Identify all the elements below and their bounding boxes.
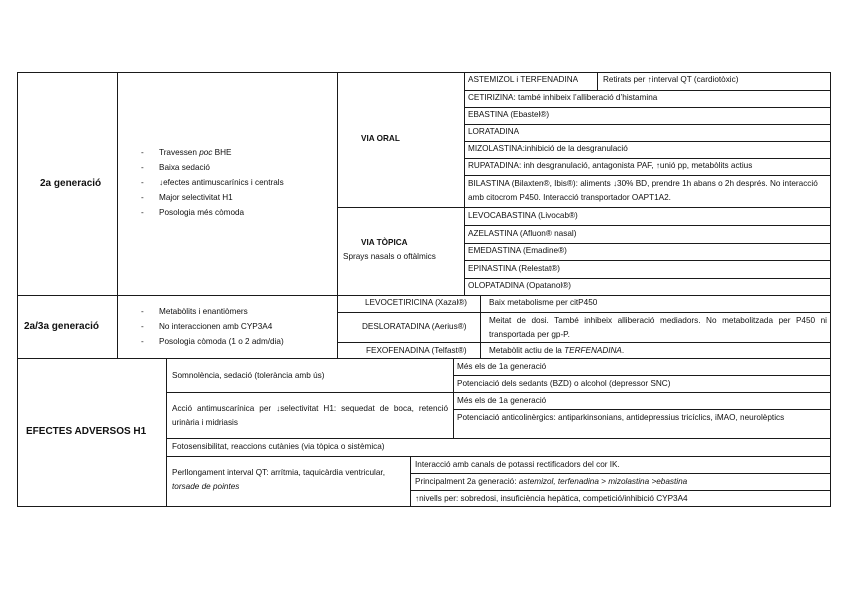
gen-2-3-features: [141, 304, 284, 349]
second-gen-label: 2a generació: [40, 178, 102, 189]
gen23-drug-fexofenadina: FEXOFENADINA (Telfast®): [366, 346, 467, 355]
feature-item: - Posologia més còmoda: [141, 205, 284, 220]
qt-note: Interacció amb canals de potassi rectificadors del cor IK.: [415, 460, 620, 469]
topical-row: AZELASTINA (Afluon® nasal): [468, 229, 577, 238]
gen23-note-levocetiricina: Baix metabolisme per citP450: [489, 298, 598, 307]
topical-route-label: VIA TÒPICA: [361, 238, 408, 247]
qt-principal: Principalment 2a generació: astemizol, terfenadina > mizolastina >ebastina: [415, 477, 688, 486]
antimuscarinic-label: Acció antimuscarínica per ↓selectivitat H1: sequedat de boca, retenció urinària i midriasis: [172, 404, 448, 427]
feature-item: - Posologia còmoda (1 o 2 adm/dia): [141, 334, 284, 349]
topical-row: LEVOCABASTINA (Livocab®): [468, 211, 578, 220]
qt-label: Perllongament interval QT: arrítmia, taquicàrdia ventricular, torsade de pointes: [172, 468, 385, 491]
oral-row-rupatadina: RUPATADINA: inh desgranulació, antagonista PAF, ↑unió pp, metabòlits actius: [468, 161, 753, 170]
gen23-note-desloratadina: Meitat de dosi. També inhibeix alliberació mediadors. No metabolitzada per P450 ni transportada per gp-P.: [489, 316, 827, 339]
oral-row-loratadina: LORATADINA: [468, 127, 520, 136]
oral-row-mizolastina: MIZOLASTINA:inhibició de la desgranulació: [468, 144, 628, 153]
oral-route-label: VIA ORAL: [361, 134, 400, 143]
feature-item: - No interaccionen amb CYP3A4: [141, 319, 284, 334]
adverse-label: EFECTES ADVERSOS H1: [26, 426, 147, 437]
gen23-note-fexofenadina: Metabòlit actiu de la TERFENADINA.: [489, 346, 625, 355]
feature-item: - Metabòlits i enantiòmers: [141, 304, 284, 319]
antimuscarinic-note: Potenciació anticolinèrgics: antiparkinsonians, antidepressius tricíclics, iMAO, neurolèptics: [457, 413, 785, 422]
somnolence-note: Potenciació dels sedants (BZD) o alcohol (depressor SNC): [457, 379, 671, 388]
topical-row: OLOPATADINA (Opatanol®): [468, 281, 571, 290]
feature-item: - Travessen poc BHE: [141, 145, 284, 160]
topical-row: EPINASTINA (Relestat®): [468, 264, 561, 273]
oral-drug-astemizol: ASTEMIZOL i TERFENADINA: [468, 75, 579, 84]
oral-row-ebastina: EBASTINA (Ebastel®): [468, 110, 550, 119]
somnolence-note: Més els de 1a generació: [457, 362, 547, 371]
oral-note-astemizol: Retirats per ↑interval QT (cardiotòxic): [603, 75, 739, 84]
qt-note: ↑nivells per: sobredosi, insuficiència hepàtica, competició/inhibició CYP3A4: [415, 494, 688, 503]
gen23-drug-levocetiricina: LEVOCETIRICINA (Xazal®): [365, 298, 468, 307]
oral-row-cetirizina: CETIRIZINA: també inhibeix l’alliberació d’histamina: [468, 93, 658, 102]
feature-item: - Baixa sedació: [141, 160, 284, 175]
second-gen-features: [141, 145, 284, 220]
antimuscarinic-note: Més els de 1a generació: [457, 396, 547, 405]
photosensitivity-label: Fotosensibilitat, reaccions cutànies (via tòpica o sistèmica): [172, 442, 385, 451]
gen23-drug-desloratadina: DESLORATADINA (Aerius®): [362, 322, 467, 331]
oral-row-bilastina: BILASTINA (Bilaxten®, Ibis®): aliments ↓30% BD, prendre 1h abans o 2h després. No interacció amb citocrom P450. Interacció transportador OAPT1A2.: [468, 179, 818, 202]
feature-item: - ↓efectes antimuscarínics i centrals: [141, 175, 284, 190]
topical-route-sublabel: Sprays nasals o oftàlmics: [343, 252, 436, 261]
topical-row: EMEDASTINA (Emadine®): [468, 246, 567, 255]
gen-2-3-label: 2a/3a generació: [24, 321, 100, 332]
somnolence-label: Somnolència, sedació (tolerància amb ús): [172, 371, 325, 380]
feature-item: - Major selectivitat H1: [141, 190, 284, 205]
